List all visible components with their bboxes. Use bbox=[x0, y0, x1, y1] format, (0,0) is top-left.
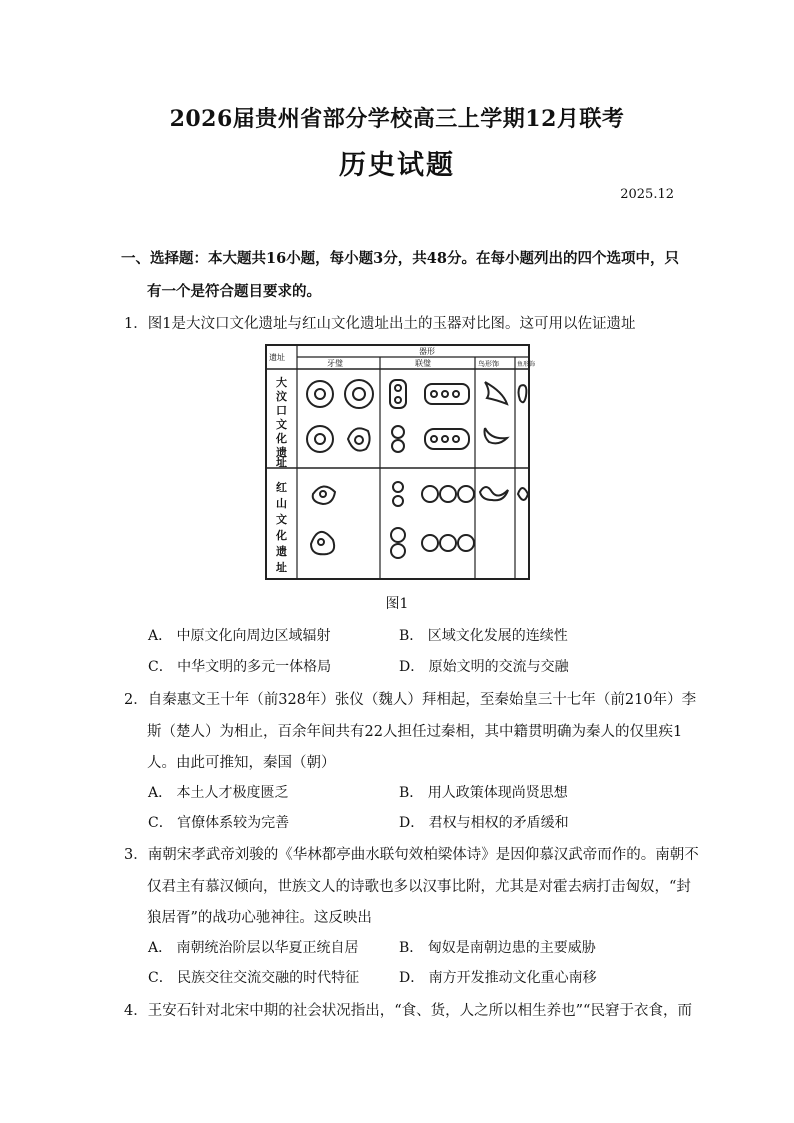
row-dawenkou-char-2: 汶 bbox=[276, 390, 287, 403]
question-3-option-a: A． 南朝统治阶层以华夏正统自居 bbox=[148, 940, 359, 956]
question-2-line-1: 2．自秦惠文王十年（前328年）张仪（魏人）拜相起，至秦始皇三十七年（前210年）李 bbox=[124, 692, 697, 708]
question-2-line-2: 斯（楚人）为相止，百余年间共有22人担任过秦相，其中籍贯明确为秦人的仅里疾1 bbox=[147, 724, 683, 740]
jade-artifact-drawings bbox=[307, 380, 528, 558]
question-1-option-b: B． 区域文化发展的连续性 bbox=[399, 628, 568, 644]
row-hongshan-char-2: 山 bbox=[276, 497, 287, 510]
question-2-option-b: B． 用人政策体现尚贤思想 bbox=[399, 785, 568, 801]
question-3-line-2: 仅君主有慕汉倾向，世族文人的诗歌也多以汉事比附，尤其是对霍去病打击匈奴，“封 bbox=[147, 879, 691, 895]
row-dawenkou-char-6: 遗 bbox=[276, 446, 287, 459]
col-fish-label: 鱼形饰 bbox=[517, 361, 536, 368]
row-dawenkou-char-4: 文 bbox=[276, 418, 287, 431]
question-3-option-d: D． 南方开发推动文化重心南移 bbox=[399, 970, 597, 986]
question-3-line-1: 3．南朝宋孝武帝刘骏的《华林都亭曲水联句效柏梁体诗》是因仰慕汉武帝而作的。南朝不 bbox=[124, 847, 699, 863]
question-3-line-3: 狼居胥”的战功心驰神往。这反映出 bbox=[147, 910, 372, 926]
exam-date: 2025.12 bbox=[620, 187, 674, 202]
col-bird-label: 鸟形饰 bbox=[478, 360, 499, 368]
question-2-option-a: A． 本土人才极度匮乏 bbox=[148, 785, 289, 801]
row-hongshan-char-4: 化 bbox=[276, 529, 287, 542]
question-1-stem: 1．图1是大汶口文化遗址与红山文化遗址出土的玉器对比图。这可用以佐证遗址 bbox=[124, 316, 636, 332]
question-2-option-c: C． 官僚体系较为完善 bbox=[148, 815, 290, 831]
row-dawenkou-char-3: 口 bbox=[276, 404, 287, 417]
col-site-label: 遗址 bbox=[269, 353, 285, 362]
question-1-option-a: A． 中原文化向周边区域辐射 bbox=[148, 628, 331, 644]
question-3-option-c: C． 民族交往交流交融的时代特征 bbox=[148, 970, 360, 986]
section-instruction-line-2: 有一个是符合题目要求的。 bbox=[147, 283, 321, 300]
col-lianbi-label: 联璧 bbox=[415, 359, 431, 368]
question-2-option-d: D． 君权与相权的矛盾缓和 bbox=[399, 815, 569, 831]
row-hongshan-char-5: 遗 bbox=[276, 545, 287, 558]
row-dawenkou-char-1: 大 bbox=[276, 376, 287, 389]
col-yabi-label: 牙璧 bbox=[327, 359, 343, 368]
row-hongshan-char-1: 红 bbox=[276, 481, 287, 494]
exam-title: 2026届贵州省部分学校高三上学期12月联考 bbox=[169, 106, 625, 132]
row-hongshan-char-6: 址 bbox=[276, 561, 287, 574]
question-1-option-d: D． 原始文明的交流与交融 bbox=[399, 659, 569, 675]
question-2-line-3: 人。由此可推知，秦国（朝） bbox=[147, 755, 336, 771]
row-hongshan-char-3: 文 bbox=[276, 513, 287, 526]
figure-caption: 图1 bbox=[385, 596, 409, 612]
col-shape-label: 器形 bbox=[419, 347, 435, 356]
row-dawenkou-char-7: 址 bbox=[276, 456, 287, 469]
jade-comparison-figure bbox=[265, 344, 536, 580]
question-1-option-c: C． 中华文明的多元一体格局 bbox=[148, 659, 332, 675]
question-4-line-1: 4．王安石针对北宋中期的社会状况指出，“食、货，人之所以相生养也”“民窘于衣食，而 bbox=[124, 1003, 692, 1019]
question-3-option-b: B． 匈奴是南朝边患的主要威胁 bbox=[399, 940, 596, 956]
exam-subject: 历史试题 bbox=[339, 150, 455, 181]
row-dawenkou-char-5: 化 bbox=[276, 432, 287, 445]
section-instruction-line-1: 一、选择题：本大题共16小题，每小题3分，共48分。在每小题列出的四个选项中，只 bbox=[121, 250, 679, 267]
